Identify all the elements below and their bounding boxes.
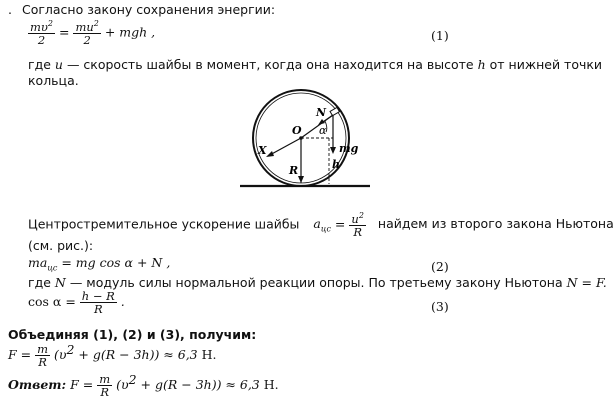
bullet-dot: . xyxy=(8,2,12,17)
eq1-lhs-num: mυ xyxy=(30,19,48,34)
eq3-fraction xyxy=(80,290,117,315)
eq1-rhs-fraction xyxy=(73,20,100,46)
ring-word: кольца. xyxy=(28,73,79,88)
answer-lhs: F = xyxy=(70,377,94,393)
equation-3 xyxy=(28,290,125,315)
eq3-tail: . xyxy=(120,294,125,310)
label-R: R xyxy=(289,164,299,177)
centripetal-line xyxy=(28,212,614,238)
eq2-lhs: ma xyxy=(28,255,48,270)
equation-1 xyxy=(28,20,155,46)
var-N: N xyxy=(54,275,66,290)
answer-unit: Н. xyxy=(263,377,279,393)
intro-line xyxy=(8,2,275,17)
answer-rest: (υ xyxy=(116,377,129,393)
intro-text: Согласно закону сохранения энергии: xyxy=(21,2,276,17)
eq4-den: R xyxy=(38,355,47,370)
eq1-rhs-den: 2 xyxy=(83,32,91,47)
where-u-text: — скорость шайбы в момент, когда она находится на высоте xyxy=(66,57,474,72)
eq1-rest: + mgh , xyxy=(104,24,156,40)
eq4-exp: 2 xyxy=(66,342,75,357)
where-n-line xyxy=(28,275,607,290)
puck xyxy=(330,107,339,115)
answer-exp: 2 xyxy=(128,372,137,387)
equation-2 xyxy=(28,255,170,273)
n-equals-f: N = F. xyxy=(566,275,607,290)
eq4-rest: (υ xyxy=(54,347,67,363)
eq3-num: h − R xyxy=(81,289,115,303)
eq3-number: (3) xyxy=(431,299,449,314)
label-alpha: α xyxy=(319,124,327,137)
ring-word-line xyxy=(28,73,79,88)
answer-fraction xyxy=(97,373,112,398)
x-axis-arrowhead xyxy=(266,151,274,157)
where-n-word: где xyxy=(28,275,51,290)
eq1-lhs-fraction xyxy=(28,20,55,46)
eq1-equals: = xyxy=(58,24,70,40)
gravity-arrowhead xyxy=(330,147,336,154)
eq1-lhs-exp: 2 xyxy=(47,19,53,28)
eq4-rest2: + g(R − 3h)) ≈ 6,3 xyxy=(78,347,198,363)
var-h: h xyxy=(477,57,486,72)
label-h: h xyxy=(332,158,340,171)
see-figure-line xyxy=(28,238,93,253)
accel-den: R xyxy=(353,224,362,239)
var-u: u xyxy=(54,57,63,72)
label-O: O xyxy=(292,124,302,137)
label-N: N xyxy=(316,106,327,119)
label-mg: mg xyxy=(339,142,359,155)
where-n-text: — модуль силы нормальной реакции опоры. По третьему закону Ньютона xyxy=(69,275,563,290)
where-word: где xyxy=(28,57,51,72)
label-X: X xyxy=(258,144,267,157)
combining-text: Объединяя (1), (2) и (3), получим: xyxy=(8,327,257,342)
accel-a: a xyxy=(313,216,321,232)
centripetal-text: Центростремительное ускорение шайбы xyxy=(28,216,300,232)
where-u-text-end: от нижней точки xyxy=(489,57,603,72)
accel-sub: цс xyxy=(320,224,331,234)
answer-den: R xyxy=(100,385,109,400)
accel-fraction xyxy=(349,212,366,238)
newton-text: найдем из второго закона Ньютона xyxy=(377,216,614,232)
x-axis-arrow xyxy=(268,138,301,156)
combining-line xyxy=(8,327,256,342)
eq1-number: (1) xyxy=(431,28,449,43)
eq1-rhs-num: mu xyxy=(75,19,94,34)
eq3-lhs: cos α = xyxy=(28,294,76,310)
see-figure-text: (см. рис.): xyxy=(28,238,94,253)
eq4-lhs: F = xyxy=(8,347,32,363)
accel-num: u xyxy=(351,211,359,226)
equation-4 xyxy=(8,342,217,368)
eq1-lhs-den: 2 xyxy=(37,32,46,47)
answer-rest2: + g(R − 3h)) ≈ 6,3 xyxy=(140,377,260,393)
eq4-fraction xyxy=(35,343,50,368)
eq3-den: R xyxy=(93,302,103,317)
eq4-num: m xyxy=(37,342,49,357)
eq2-lhs-sub: цс xyxy=(47,263,58,273)
answer-num: m xyxy=(99,372,111,387)
eq2-rhs: = mg cos α + N , xyxy=(61,255,171,270)
where-u-line xyxy=(28,57,602,72)
accel-equals: = xyxy=(334,216,346,232)
eq1-rhs-exp: 2 xyxy=(93,19,99,28)
radius-arrowhead xyxy=(298,176,304,183)
answer-line xyxy=(8,372,279,398)
eq4-unit: Н. xyxy=(201,347,217,363)
accel-symbol xyxy=(313,216,331,234)
answer-label: Ответ: xyxy=(8,377,67,393)
eq2-number: (2) xyxy=(431,259,449,274)
ring-figure xyxy=(230,90,380,200)
accel-num-exp: 2 xyxy=(358,211,364,220)
